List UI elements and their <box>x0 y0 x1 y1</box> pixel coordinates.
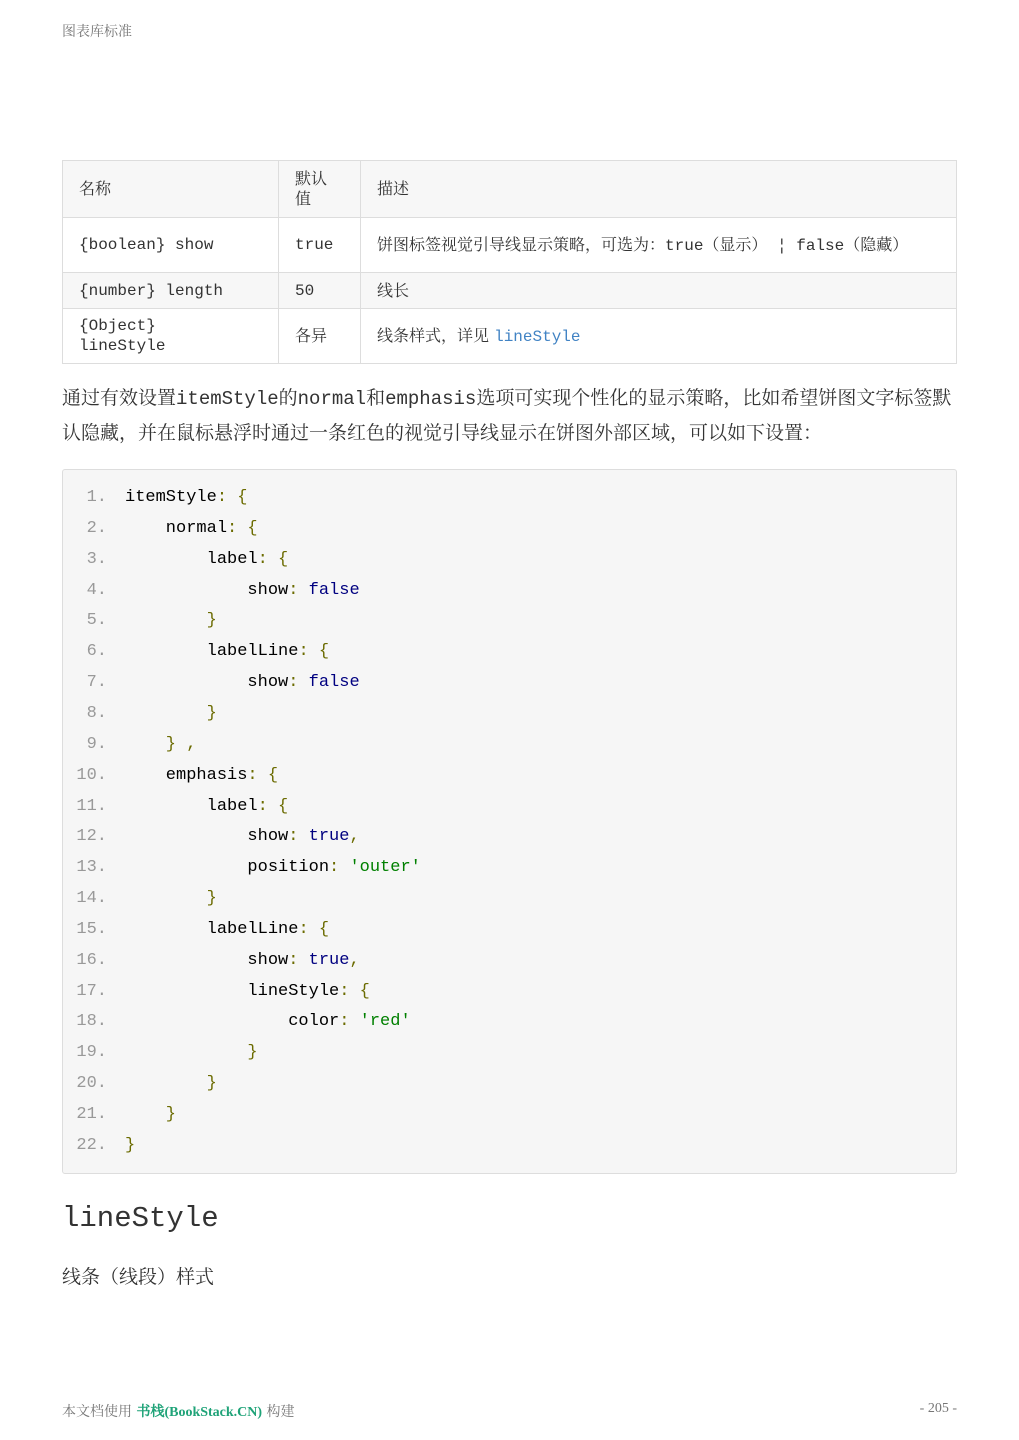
code-token: show <box>125 673 289 693</box>
code-text <box>125 914 329 945</box>
properties-table <box>62 160 957 364</box>
code-line <box>63 729 197 760</box>
code-text <box>125 1099 176 1130</box>
line-number: 4. <box>86 580 107 600</box>
code-token: , <box>349 950 360 970</box>
code-token: lineStyle <box>125 981 340 1001</box>
code-token: 'red' <box>359 1012 411 1032</box>
code-text <box>125 760 278 791</box>
code-token: : <box>339 1012 360 1032</box>
code-text <box>125 1068 217 1099</box>
code-line <box>63 760 279 791</box>
code-line <box>63 667 360 698</box>
code-line <box>63 575 360 606</box>
code-line <box>63 482 248 513</box>
cell-name: {number} length <box>63 273 279 309</box>
code-text <box>125 575 360 606</box>
line-number: 6. <box>86 642 107 662</box>
code-line <box>63 791 289 822</box>
code-token: } <box>125 703 217 723</box>
cell-default: 各异 <box>279 309 361 364</box>
footer-suffix: 构建 <box>262 1404 295 1420</box>
code-token: } <box>125 1105 177 1124</box>
code-text <box>125 945 360 976</box>
linestyle-link[interactable]: lineStyle <box>494 327 581 346</box>
code-token: true <box>308 950 350 970</box>
code-token: } <box>125 1135 136 1155</box>
code-text <box>125 852 421 883</box>
line-number: 14. <box>76 889 107 909</box>
line-number: 15. <box>76 919 107 939</box>
line-number: 10. <box>76 765 107 785</box>
description-text: 线条样式，详见 <box>377 325 495 345</box>
code-line <box>63 852 421 883</box>
line-number: 19. <box>76 1043 107 1063</box>
code-text <box>125 667 360 698</box>
table-header-row <box>63 161 957 218</box>
table-row <box>63 309 957 364</box>
line-number: 7. <box>86 673 107 693</box>
code-text <box>125 883 217 914</box>
code-token: , <box>349 827 360 847</box>
code-token: labelLine <box>125 919 299 939</box>
code-text <box>125 482 247 513</box>
code-line <box>63 1037 258 1068</box>
code-token: : <box>329 858 350 878</box>
code-token: } <box>125 889 217 909</box>
code-token: itemStyle <box>125 488 217 507</box>
code-token: 'outer' <box>349 858 421 878</box>
code-token: : <box>288 950 309 970</box>
code-token: : { <box>339 981 370 1001</box>
code-line <box>63 821 360 852</box>
code-text <box>125 605 217 636</box>
code-line <box>63 976 370 1007</box>
code-token: show <box>125 580 289 600</box>
code-token: : { <box>216 488 248 507</box>
code-line <box>63 513 258 544</box>
cell-name: {Object} lineStyle <box>63 309 279 364</box>
code-block[interactable] <box>62 469 957 1174</box>
code-text <box>125 1006 411 1037</box>
code-token: true <box>308 827 350 847</box>
line-number: 11. <box>76 796 107 816</box>
code-token: : { <box>257 796 289 816</box>
code-line <box>63 1130 136 1161</box>
line-number: 22. <box>76 1135 107 1155</box>
code-token: show <box>125 827 289 847</box>
running-header: 图表库标准 <box>62 24 132 40</box>
line-number: 18. <box>76 1012 107 1032</box>
column-header-name: 名称 <box>63 161 279 218</box>
line-number: 17. <box>76 981 107 1001</box>
code-token: } <box>125 1043 258 1063</box>
cell-name: {boolean} show <box>63 218 279 273</box>
line-number: 20. <box>76 1074 107 1094</box>
code-token: : { <box>298 919 330 939</box>
code-token: false <box>308 673 360 693</box>
code-token: show <box>125 950 289 970</box>
inline-code-itemstyle: itemStyle <box>176 388 279 410</box>
inline-code-emphasis: emphasis <box>385 388 477 410</box>
code-line <box>63 544 289 575</box>
line-number: 1. <box>86 488 107 507</box>
code-token: emphasis <box>125 765 248 785</box>
code-token: : <box>288 827 309 847</box>
code-line <box>63 883 217 914</box>
code-token: : { <box>227 518 258 538</box>
code-token: : { <box>257 549 289 569</box>
code-line <box>63 605 217 636</box>
code-line <box>63 945 360 976</box>
code-text <box>125 698 217 729</box>
code-line <box>63 1068 217 1099</box>
code-token: } , <box>125 734 197 754</box>
section-heading: lineStyle <box>62 1202 219 1235</box>
cell-description: 线长 <box>361 273 957 309</box>
line-number: 16. <box>76 950 107 970</box>
code-token: : { <box>247 765 279 785</box>
code-token: labelLine <box>125 642 299 662</box>
line-number: 13. <box>76 858 107 878</box>
cell-description <box>361 218 957 273</box>
code-line <box>63 636 330 667</box>
code-line <box>63 1099 177 1130</box>
code-line <box>63 1006 411 1037</box>
bookstack-link[interactable]: 书栈(BookStack.CN) <box>136 1405 263 1420</box>
line-number: 9. <box>86 734 107 754</box>
code-token: : { <box>298 642 330 662</box>
section-description: 线条（线段）样式 <box>62 1266 215 1288</box>
code-token: } <box>125 1074 217 1094</box>
code-text <box>125 791 288 822</box>
code-token: : <box>288 673 309 693</box>
code-token: label <box>125 796 258 816</box>
line-number: 12. <box>76 827 107 847</box>
table-row <box>63 218 957 273</box>
code-text <box>125 544 288 575</box>
body-paragraph <box>62 381 957 450</box>
page-number: - 205 - <box>919 1401 957 1416</box>
paragraph-text: 选项可实现个性化的显示策略，比如希望饼图文字标签默认隐藏，并在鼠标悬浮时通过一条红色的视觉引导线显示在饼图外部区域，可以如下设置： <box>62 387 952 444</box>
line-number: 5. <box>86 611 107 631</box>
table-row <box>63 273 957 309</box>
column-header-default: 默认 值 <box>279 161 361 218</box>
code-line <box>63 698 217 729</box>
code-text <box>125 821 360 852</box>
line-number: 3. <box>86 549 107 569</box>
code-token: color <box>125 1012 340 1032</box>
paragraph-text: 的 <box>278 387 298 409</box>
description-options: true（显示） ¦ false（隐藏） <box>665 236 909 255</box>
cell-default: true <box>279 218 361 273</box>
line-number: 21. <box>76 1105 107 1124</box>
code-token: normal <box>125 518 228 538</box>
code-text <box>125 1130 135 1161</box>
description-text: 饼图标签视觉引导线显示策略，可选为： <box>377 234 666 254</box>
inline-code-normal: normal <box>297 388 367 410</box>
footer-prefix: 本文档使用 <box>62 1404 137 1420</box>
code-text <box>125 636 329 667</box>
cell-default: 50 <box>279 273 361 309</box>
paragraph-text: 和 <box>366 387 386 409</box>
code-text <box>125 729 196 760</box>
code-token: label <box>125 549 258 569</box>
code-text <box>125 513 258 544</box>
code-token: false <box>308 580 360 600</box>
column-header-description: 描述 <box>361 161 957 218</box>
code-text <box>125 976 370 1007</box>
footer-credit <box>62 1401 295 1421</box>
line-number: 2. <box>86 518 107 538</box>
code-text <box>125 1037 258 1068</box>
line-number: 8. <box>86 703 107 723</box>
cell-description <box>361 309 957 364</box>
paragraph-text: 通过有效设置 <box>62 387 177 409</box>
code-token: } <box>125 611 217 631</box>
code-token: : <box>288 580 309 600</box>
code-line <box>63 914 330 945</box>
code-token: position <box>125 858 330 878</box>
